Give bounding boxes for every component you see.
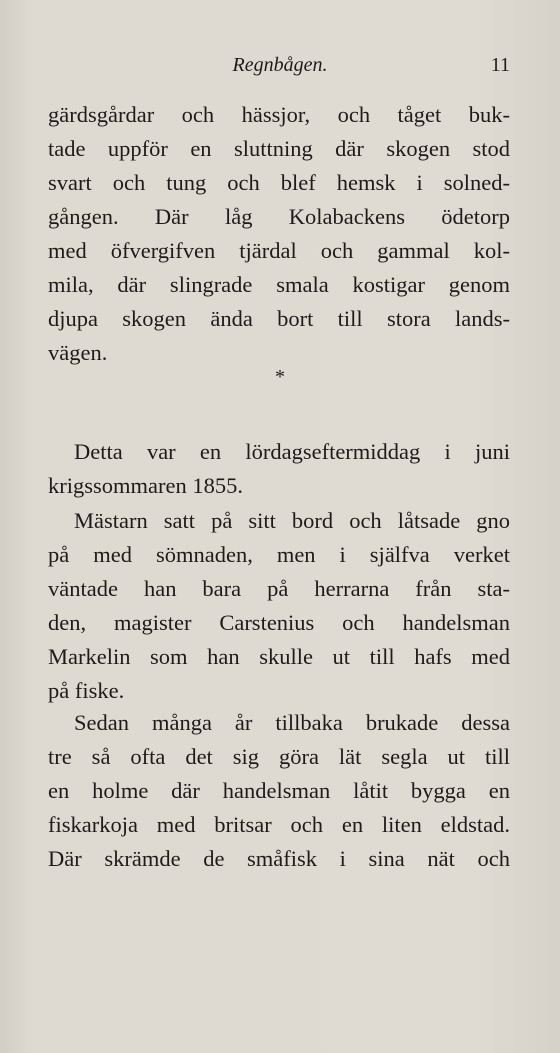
text-line: Sedan många år tillbaka brukade dessa xyxy=(74,710,510,735)
text-line: Detta var en lördagseftermiddag i juni xyxy=(74,439,510,464)
text-line: gärdsgårdar och hässjor, och tåget buk- xyxy=(48,102,510,127)
text-line: väntade han bara på herrarna från sta- xyxy=(48,576,510,601)
text-line: mila, där slingrade smala kostigar genom xyxy=(48,272,510,297)
text-line: en holme där handelsman låtit bygga en xyxy=(48,778,510,803)
text-line: Mästarn satt på sitt bord och låtsade gno xyxy=(74,508,510,533)
text-line: tade uppför en sluttning där skogen stod xyxy=(48,136,510,161)
running-header-title: Regnbågen. xyxy=(232,54,328,76)
text-line: Markelin som han skulle ut till hafs med xyxy=(48,644,510,669)
text-line: krigssommaren 1855. xyxy=(48,473,243,498)
text-line: djupa skogen ända bort till stora lands- xyxy=(48,306,510,331)
page-number: 11 xyxy=(490,54,510,76)
text-line: vägen. xyxy=(48,340,108,365)
section-separator: * xyxy=(275,366,285,388)
text-line: svart och tung och blef hemsk i solned- xyxy=(48,170,510,195)
text-line: på med sömnaden, men i själfva verket xyxy=(48,542,510,567)
text-line: tre så ofta det sig göra lät segla ut till xyxy=(48,744,510,769)
text-line: på fiske. xyxy=(48,678,125,703)
text-line: Där skrämde de småfisk i sina nät och xyxy=(48,846,510,871)
text-line: gången. Där låg Kolabackens ödetorp xyxy=(48,204,510,229)
text-line: den, magister Carstenius och handelsman xyxy=(48,610,510,635)
text-line: fiskarkoja med britsar och en liten eldstad. xyxy=(48,812,510,837)
text-line: med öfvergifven tjärdal och gammal kol- xyxy=(48,238,510,263)
